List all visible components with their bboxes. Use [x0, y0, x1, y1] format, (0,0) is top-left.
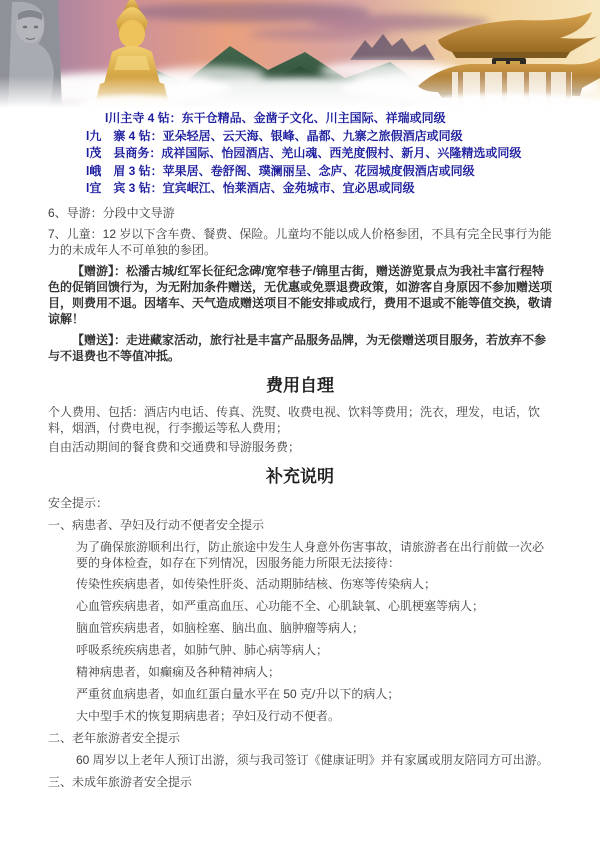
safety-condition-line: 精神病患者，如癫痫及各种精神病人； — [76, 664, 281, 679]
hotel-tier-line: l九 寨 4 钻：亚朵轻居、云天海、银峰、晶都、九寨之旅假酒店或同级 — [86, 128, 463, 143]
safety-condition-line: 脑血管疾病患者，如脑栓塞、脑出血、脑肿瘤等病人； — [76, 620, 365, 635]
gift-paragraph: 【赠送】：走进藏家活动，旅行社是丰富产品服务品牌，为无偿赠送项目服务，若放弃不参与不退费也不等值冲抵。 — [48, 332, 547, 363]
safety-section-2-paragraph: 60 周岁以上老年人预订出游，须与我司签订《健康证明》并有家属或朋友陪同方可出游。 — [76, 752, 549, 767]
hotel-tier-line: l茂 县商务：成祥国际、怡园酒店、羌山魂、西羌度假村、新月、兴隆精选或同级 — [86, 146, 522, 160]
safety-section-1 — [48, 517, 552, 724]
safety-section-3-heading: 三、未成年旅游者安全提示 — [48, 774, 193, 789]
header-photo-sichuan-montage — [0, 0, 600, 108]
hotel-tier-line: l川主寺 4 钻：东干仓精品、金凿子文化、川主国际、祥瑞或同级 — [105, 111, 446, 125]
self-pay-title: 费用自理 — [266, 375, 334, 395]
document-content — [0, 108, 600, 790]
safety-condition-line: 呼吸系统疾病患者，如肺气肿、肺心病等病人； — [76, 642, 329, 657]
gift-paragraphs — [48, 263, 552, 364]
safety-condition-line: 严重贫血病患者，如血红蛋白量水平在 50 克/升以下的病人； — [76, 686, 400, 701]
supplement-title: 补充说明 — [266, 466, 334, 486]
safety-section-1-heading: 一、病患者、孕妇及行动不便者安全提示 — [48, 517, 265, 532]
safety-section-3 — [48, 774, 552, 790]
note-line: 7、儿童：12 岁以下含车费、餐费、保险。儿童均不能以成人价格参团，不具有完全民事行为能力的未成年人不可单独的参团。 — [48, 226, 552, 257]
safety-section-2-heading: 二、老年旅游者安全提示 — [48, 730, 181, 745]
safety-section-1-paragraph: 为了确保旅游顺利出行，防止旅途中发生人身意外伤害事故，请旅游者在出行前做一次必要的身体检查，如存在下列情况，因服务能力所限无法接待： — [76, 539, 545, 570]
self-pay-items — [48, 404, 552, 455]
photo-bottom-fade — [0, 76, 600, 108]
hotel-tier-line: l峨 眉 3 钻：苹果居、卷舒阁、璞澜丽呈、念庐、花园城度假酒店或同级 — [86, 163, 475, 178]
safety-label: 安全提示： — [48, 495, 109, 510]
numbered-notes — [48, 205, 552, 258]
safety-condition-line: 大中型手术的恢复期病患者；孕妇及行动不便者。 — [76, 708, 341, 723]
note-line: 6、导游：分段中文导游 — [48, 205, 175, 220]
supplement-section — [48, 466, 552, 790]
hotel-tier-list — [48, 110, 552, 198]
safety-section-2 — [48, 730, 552, 768]
safety-section-1-items — [76, 576, 552, 724]
safety-condition-line: 传染性疾病患者，如传染性肝炎、活动期肺结核、伤寒等传染病人； — [76, 576, 437, 591]
self-pay-line: 个人费用、包括：酒店内电话、传真、洗熨、收费电视、饮料等费用；洗衣，理发，电话，饮料，烟酒，付费电视，行李搬运等私人费用； — [48, 404, 541, 435]
gift-paragraph: 【赠游】：松潘古城/红军长征纪念碑/宽窄巷子/锦里古街，赠送游览景点为我社丰富行程特色的促销回馈行为，为无附加条件赠送，无优惠或免票退费政策，如游客自身原因不参加赠送项目，则费用不退。因堵车、天气造成赠送项目不能安排或成行，费用不退或不能等值交换，敬请谅解！ — [48, 263, 553, 326]
safety-section-2-body — [48, 752, 552, 768]
hotel-tier-line: l宜 宾 3 钻：宜宾岷江、怡莱酒店、金苑城市、宜必思或同级 — [86, 181, 415, 195]
safety-section-1-body — [48, 539, 552, 724]
safety-condition-line: 心血管疾病患者，如严重高血压、心功能不全、心肌缺氧、心肌梗塞等病人； — [76, 598, 485, 613]
self-pay-line: 自由活动期间的餐食费和交通费和导游服务费； — [48, 439, 301, 454]
